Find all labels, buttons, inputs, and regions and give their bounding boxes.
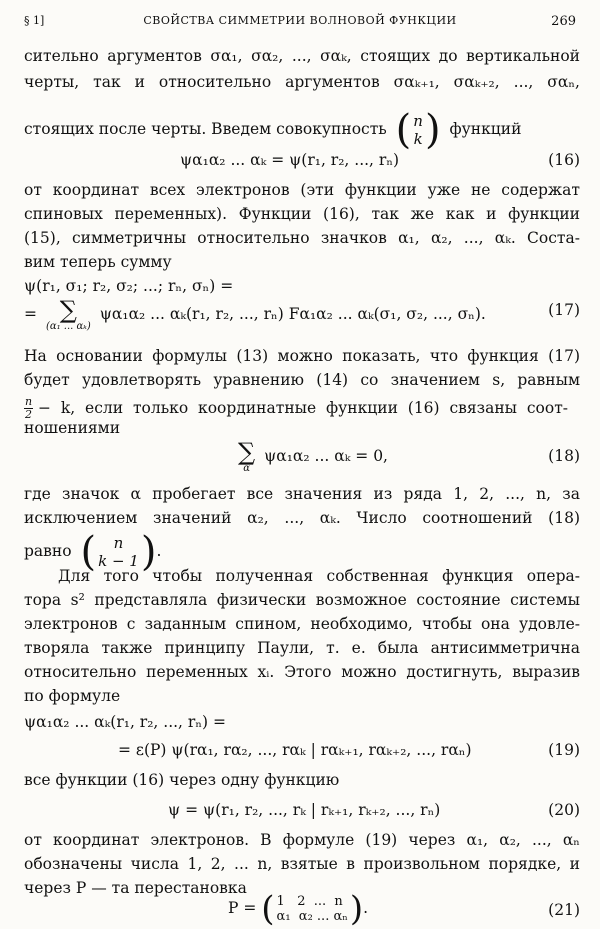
summation-limit: (α₁ ... αₖ) <box>45 321 91 332</box>
text-fragment: стоящих после черты. Введем совокупность <box>24 120 387 138</box>
text-line: все функции (16) через одну функцию <box>24 771 340 789</box>
binom-top: n <box>113 534 124 552</box>
section-mark: § 1] <box>24 14 45 27</box>
text-fragment: равно <box>24 542 72 560</box>
text-fragment: − k, если только координатные функции (16) связаны соот- <box>38 398 569 417</box>
equation-number-20: (20) <box>548 801 580 819</box>
text-line: Для того чтобы полученная собственная функция опера- <box>58 567 580 585</box>
equation-19-line-1: ψα₁α₂ ... αₖ(r₁, r₂, ..., rₙ) = <box>24 713 226 731</box>
equation-number-19: (19) <box>548 741 580 759</box>
summation-limit: α <box>243 463 250 474</box>
binom-bottom: k <box>413 130 423 148</box>
text-line: сительно аргументов σα₁, σα₂, ..., σαₖ, стоящих до вертикальной <box>24 47 580 65</box>
text-line: На основании формулы (13) можно показать, что функция (17) <box>24 347 580 365</box>
text-line <box>24 107 580 153</box>
permutation-matrix: ( 1 2 ... n α₁ α₂ ... αₙ ) <box>261 889 364 929</box>
permutation-bottom-row: α₁ α₂ ... αₙ <box>276 909 348 924</box>
equation-20: ψ = ψ(r₁, r₂, ..., rₖ | rₖ₊₁, rₖ₊₂, ..., rₙ) <box>168 801 441 819</box>
text-line: где значок α пробегает все значения из ряда 1, 2, ..., n, за <box>24 485 580 503</box>
text-line: черты, так и относительно аргументов σαₖ₊₁, σαₖ₊₂, ..., σαₙ, <box>24 73 580 91</box>
text-line: (15), симметричны относительно значков α₁, α₂, ..., αₖ. Соста- <box>24 229 580 247</box>
equation-17-line-2 <box>24 298 486 334</box>
fraction-denominator: 2 <box>25 408 33 421</box>
equation-number-18: (18) <box>548 447 580 465</box>
permutation-label: P = <box>228 899 257 917</box>
fraction-numerator: n <box>25 395 33 408</box>
equation-number-16: (16) <box>548 151 580 169</box>
text-fragment: функций <box>449 120 522 138</box>
equation-16: ψα₁α₂ ... αₖ = ψ(r₁, r₂, ..., rₙ) <box>180 151 400 169</box>
equation-17-line-1: ψ(r₁, σ₁; r₂, σ₂; ...; rₙ, σₙ) = <box>24 277 234 295</box>
equals-sign: = <box>24 305 37 323</box>
summation-sign: ∑ α <box>238 438 256 474</box>
equation-21: P = ( 1 2 ... n α₁ α₂ ... αₙ ) . <box>228 889 369 929</box>
text-line: исключением значений α₂, ..., αₖ. Число соотношений (18) <box>24 509 580 527</box>
text-line: относительно переменных xᵢ. Этого можно достигнуть, выразив <box>24 663 580 681</box>
text-line: по формуле <box>24 687 121 705</box>
text-line: электронов с заданным спином, необходимо, чтобы она удовле- <box>24 615 580 633</box>
text-line: спиновых переменных). Функции (16), так же как и функции <box>24 205 580 223</box>
page-number: 269 <box>551 14 576 29</box>
text-line: через P — та перестановка <box>24 879 247 897</box>
running-title: СВОЙСТВА СИММЕТРИИ ВОЛНОВОЙ ФУНКЦИИ <box>143 14 457 27</box>
text-line: будет удовлетворять уравнению (14) со значением s, равным <box>24 371 580 389</box>
binom-bottom: k − 1 <box>98 552 139 570</box>
equation-18-body: ψα₁α₂ ... αₖ = 0, <box>264 447 388 465</box>
equation-19-line-2: = ε(P) ψ(rα₁, rα₂, ..., rαₖ | rαₖ₊₁, rαₖ₊₂, ..., rαₙ) <box>118 741 472 759</box>
text-line: равно ( n k − 1 ) . <box>24 529 162 575</box>
summation-sign: ∑ (α₁ ... αₖ) <box>45 296 91 332</box>
binomial-n-k: ( n k ) <box>395 107 441 153</box>
text-line: творяла также принципу Паули, т. е. была антисимметрична <box>24 639 580 657</box>
text-line: обозначены числа 1, 2, ... n, взятые в произвольном порядке, и <box>24 855 580 873</box>
equation-number-21: (21) <box>548 901 580 919</box>
equation-number-17: (17) <box>548 301 580 319</box>
page-header <box>24 14 576 32</box>
binom-top: n <box>413 112 423 130</box>
text-line: ношениями <box>24 419 121 437</box>
text-line: от координат всех электронов (эти функции уже не содержат <box>24 181 580 199</box>
text-line: от координат электронов. В формуле (19) через α₁, α₂, ..., αₙ <box>24 831 580 849</box>
text-line: тора s² представляла физически возможное состояние системы <box>24 591 580 609</box>
binomial-n-k-minus-1: ( n k − 1 ) <box>80 529 157 575</box>
permutation-top-row: 1 2 ... n <box>276 894 343 909</box>
equation-17-body: ψα₁α₂ ... αₖ(r₁, r₂, ..., rₙ) Fα₁α₂ ... αₖ(σ₁, σ₂, ..., σₙ). <box>99 305 486 323</box>
text-line: вим теперь сумму <box>24 253 172 271</box>
equation-18 <box>238 440 388 474</box>
